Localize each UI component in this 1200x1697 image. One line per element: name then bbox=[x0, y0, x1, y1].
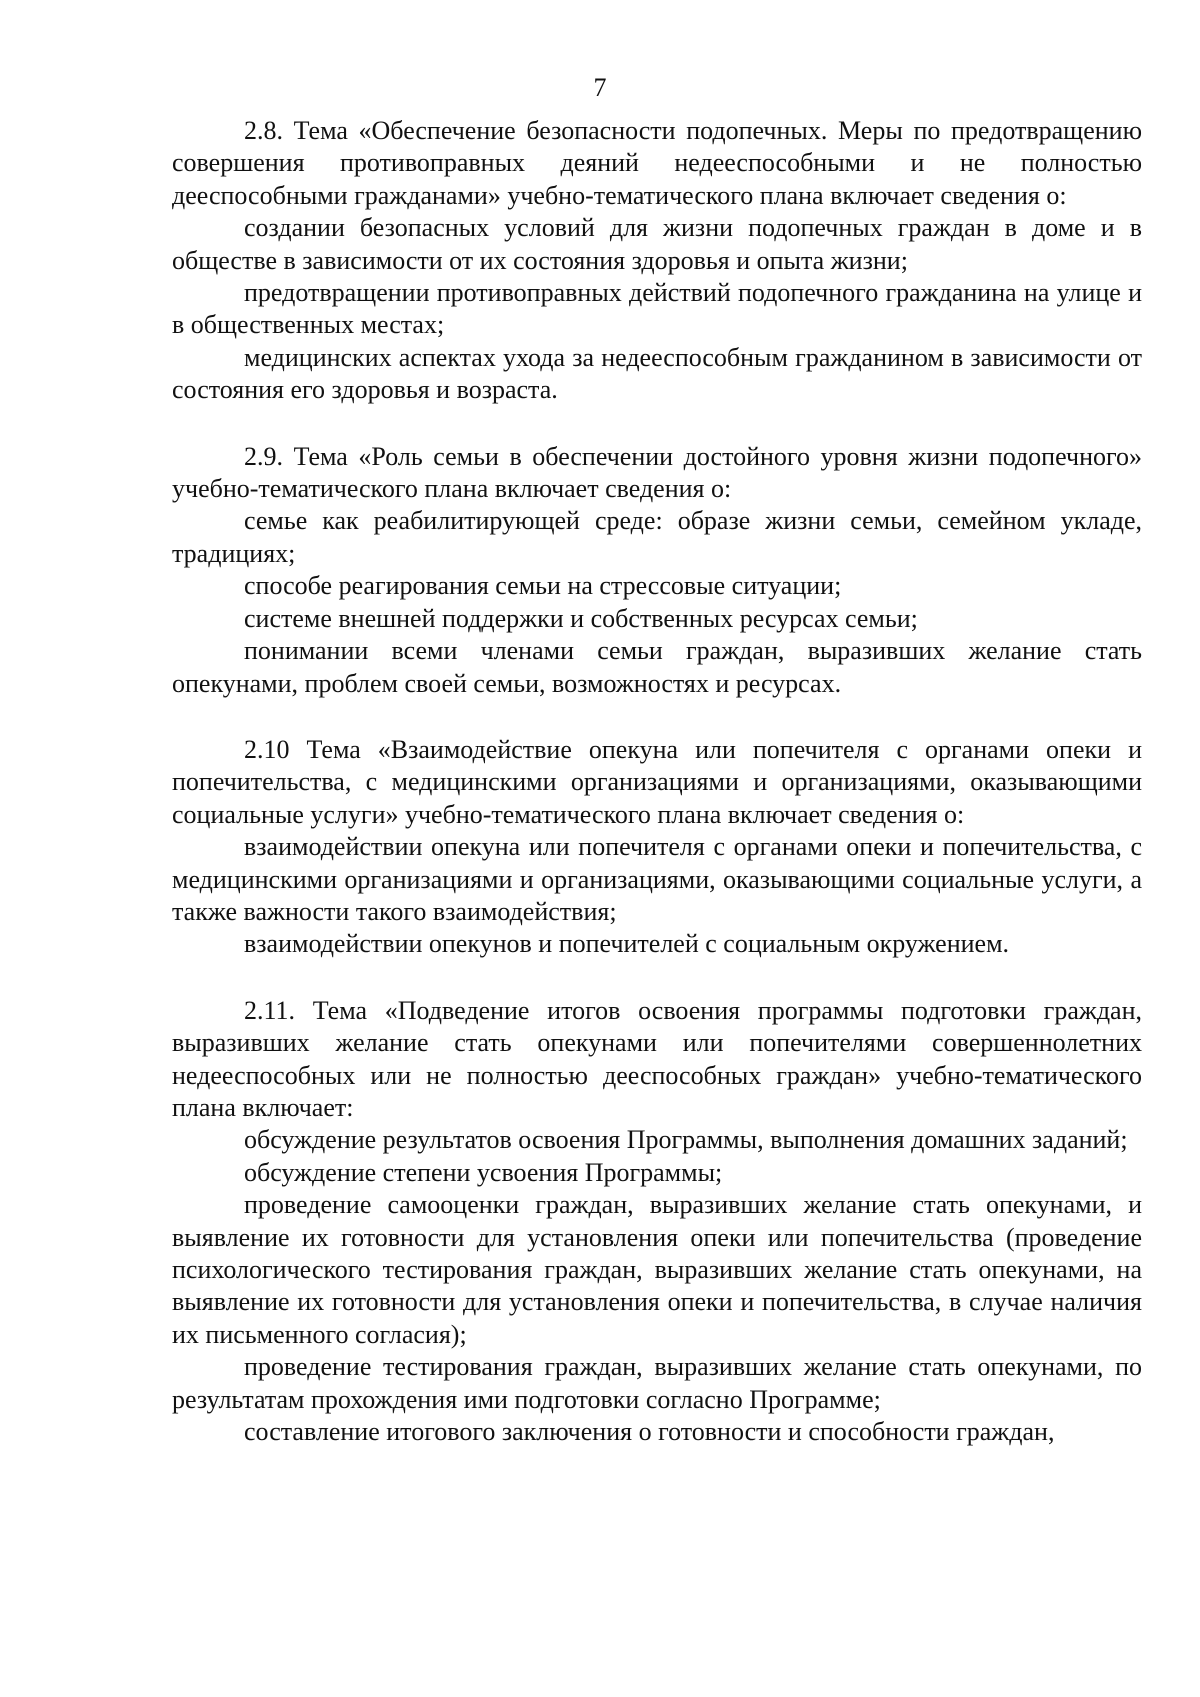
section-heading-paragraph: 2.8. Тема «Обеспечение безопасности подопечных. Меры по предотвращению совершения противоправных деяний недееспособными и не полностью дееспособными гражданами» учебно-тематического плана включает сведения о: bbox=[172, 116, 1142, 210]
page-number: 7 bbox=[593, 73, 607, 102]
list-paragraph: обсуждение результатов освоения Программы, выполнения домашних заданий; bbox=[244, 1125, 1128, 1155]
list-paragraph: понимании всеми членами семьи граждан, выразивших желание стать опекунами, проблем своей семьи, возможностях и ресурсах. bbox=[172, 636, 1142, 698]
list-paragraph: системе внешней поддержки и собственных ресурсах семьи; bbox=[244, 603, 918, 633]
section-heading-paragraph: 2.9. Тема «Роль семьи в обеспечении достойного уровня жизни подопечного» учебно-тематического плана включает сведения о: bbox=[172, 441, 1142, 504]
list-paragraph: проведение самооценки граждан, выразивших желание стать опекунами, и выявление их готовности для установления опеки или попечительства (проведение психологического тестирования граждан, выразивших желание стать опекунами, на выявление их готовности для установления опеки и попечительства, в случае наличия их письменного согласия); bbox=[172, 1190, 1142, 1349]
section-heading-paragraph: 2.10 Тема «Взаимодействие опекуна или попечителя с органами опеки и попечительства, с медицинскими организациями и организациями, оказывающими социальные услуги» учебно-тематического плана включает сведения о: bbox=[172, 734, 1142, 829]
list-paragraph: создании безопасных условий для жизни подопечных граждан в доме и в обществе в зависимости от их состояния здоровья и опыта жизни; bbox=[172, 213, 1142, 275]
document-body bbox=[172, 115, 1142, 1448]
list-paragraph: взаимодействии опекунов и попечителей с социальным окружением. bbox=[244, 929, 1010, 959]
section-2-9 bbox=[172, 441, 1142, 700]
list-paragraph: обсуждение степени усвоения Программы; bbox=[244, 1157, 723, 1187]
list-paragraph: предотвращении противоправных действий подопечного гражданина на улице и в общественных местах; bbox=[172, 278, 1142, 340]
list-paragraph: составление итогового заключения о готовности и способности граждан, bbox=[244, 1417, 1055, 1447]
section-heading-paragraph: 2.11. Тема «Подведение итогов освоения программы подготовки граждан, выразивших желание стать опекунами или попечителями совершеннолетних недееспособных или не полностью дееспособных граждан» учебно-тематического плана включает: bbox=[172, 995, 1142, 1122]
list-paragraph: семье как реабилитирующей среде: образе жизни семьи, семейном укладе, традициях; bbox=[172, 506, 1142, 568]
list-paragraph: медицинских аспектах ухода за недееспособным гражданином в зависимости от состояния его здоровья и возраста. bbox=[172, 342, 1142, 405]
section-2-10 bbox=[172, 734, 1142, 961]
list-paragraph: проведение тестирования граждан, выразивших желание стать опекунами, по результатам прохождения ими подготовки согласно Программе; bbox=[172, 1352, 1142, 1414]
section-2-11 bbox=[172, 995, 1142, 1449]
list-paragraph: способе реагирования семьи на стрессовые ситуации; bbox=[244, 571, 842, 601]
section-2-8 bbox=[172, 115, 1142, 407]
list-paragraph: взаимодействии опекуна или попечителя с органами опеки и попечительства, с медицинскими организациями и организациями, оказывающими социальные услуги, а также важности такого взаимодействия; bbox=[172, 832, 1142, 926]
